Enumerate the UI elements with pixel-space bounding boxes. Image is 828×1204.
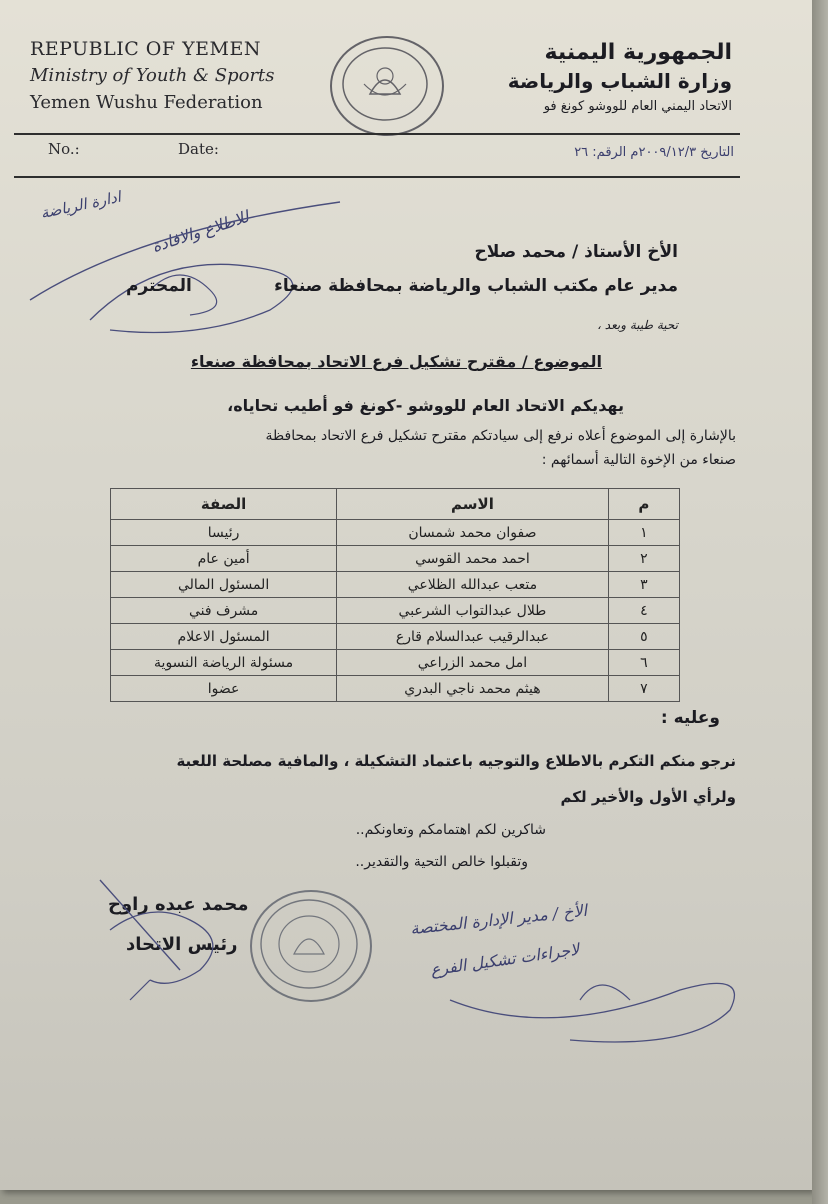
header-en-republic: REPUBLIC OF YEMEN: [30, 38, 261, 60]
intro-line: يهديكم الاتحاد العام للووشو -كونغ فو أطيب تحاياه،: [227, 396, 624, 415]
emblem-seal-icon: [330, 36, 444, 136]
row-name: احمد محمد القوسي: [337, 546, 609, 572]
row-name: امل محمد الزراعي: [337, 650, 609, 676]
signatory-title: رئيس الاتحاد: [126, 934, 238, 955]
recipient-line-2: مدير عام مكتب الشباب والرياضة بمحافظة صنعاء: [274, 276, 678, 296]
row-num: ٢: [608, 546, 679, 572]
header-en-federation: Yemen Wushu Federation: [30, 92, 263, 113]
header-english: [30, 38, 290, 113]
header-rule-top: [14, 133, 740, 135]
table-row: [111, 572, 680, 598]
row-role: مشرف فني: [111, 598, 337, 624]
bottom-signature-scribble-icon: [430, 960, 760, 1080]
row-role: مسئولة الرياضة النسوية: [111, 650, 337, 676]
conclusion-label: وعليه :: [660, 708, 720, 728]
thanks-line-2: وتقبلوا خالص التحية والتقدير..: [355, 854, 528, 870]
arabic-date-ref: التاريخ ٢٠٠٩/١٢/٣م الرقم: ٢٦: [574, 145, 734, 160]
header-name: الاسم: [337, 489, 609, 520]
handwritten-bottom-note-2: لاجراءات تشكيل الفرع: [429, 939, 581, 980]
row-num: ٧: [608, 676, 679, 702]
greeting: تحية طيبة وبعد ،: [597, 318, 678, 332]
table-row: [111, 520, 680, 546]
header-ar-federation: الاتحاد اليمني العام للووشو كونغ فو: [543, 99, 732, 114]
header-en-ministry: Ministry of Youth & Sports: [30, 65, 275, 86]
closing-line-1: نرجو منكم التكرم بالاطلاع والتوجيه باعتماد التشكيلة ، والمافية مصلحة اللعبة: [176, 752, 736, 770]
body-line-1: بالإشارة إلى الموضوع أعلاه نرفع إلى سيادتكم مقترح تشكيل فرع الاتحاد بمحافظة: [265, 428, 736, 444]
members-table: [110, 488, 680, 702]
signatory-name: محمد عبده راوح: [108, 894, 249, 915]
signature-scribble-icon: [90, 860, 270, 1010]
subject-line: الموضوع / مقترح تشكيل فرع الاتحاد بمحافظة صنعاء: [190, 352, 602, 371]
table-row: [111, 650, 680, 676]
handwriting-scribble-icon: [20, 187, 350, 340]
header-arabic: [432, 40, 732, 114]
number-label: No.:: [48, 140, 80, 158]
row-role: المسئول المالي: [111, 572, 337, 598]
row-role: أمين عام: [111, 546, 337, 572]
table-row: [111, 676, 680, 702]
closing-line-2: ولرأي الأول والأخير لكم: [560, 788, 736, 806]
header-num: م: [608, 489, 679, 520]
header-ar-republic: الجمهورية اليمنية: [544, 40, 732, 65]
row-num: ٣: [608, 572, 679, 598]
row-num: ٤: [608, 598, 679, 624]
row-name: صفوان محمد شمسان: [337, 520, 609, 546]
recipient-line-1: الأخ الأستاذ / محمد صلاح: [474, 242, 678, 262]
table-row: [111, 598, 680, 624]
row-role: رئيسا: [111, 520, 337, 546]
recipient-honorific: المحترم: [126, 276, 192, 296]
row-name: عبدالرقيب عبدالسلام قارع: [337, 624, 609, 650]
header-rule-bottom: [14, 176, 740, 178]
row-role: عضوا: [111, 676, 337, 702]
federation-stamp-icon: [250, 890, 372, 1002]
date-label: Date:: [178, 140, 219, 158]
handwritten-top-note: ادارة الرياضة: [39, 187, 123, 223]
row-num: ٦: [608, 650, 679, 676]
table-row: [111, 546, 680, 572]
row-name: طلال عبدالتواب الشرعبي: [337, 598, 609, 624]
table-row: [111, 624, 680, 650]
row-name: متعب عبدالله الظلاعي: [337, 572, 609, 598]
header-role: الصفة: [111, 489, 337, 520]
body-line-2: صنعاء من الإخوة التالية أسمائهم :: [541, 452, 736, 468]
thanks-line-1: شاكرين لكم اهتمامكم وتعاونكم..: [355, 822, 546, 838]
handwritten-margin-note: للاطلاع والافادة: [149, 206, 252, 257]
row-num: ١: [608, 520, 679, 546]
table-header-row: [111, 489, 680, 520]
row-num: ٥: [608, 624, 679, 650]
row-name: هيثم محمد ناجي البدري: [337, 676, 609, 702]
header-ar-ministry: وزارة الشباب والرياضة: [507, 69, 732, 93]
handwritten-bottom-note-1: الأخ / مدير الإدارة المختصة: [409, 900, 588, 939]
row-role: المسئول الاعلام: [111, 624, 337, 650]
scan-edge: [812, 0, 828, 1204]
